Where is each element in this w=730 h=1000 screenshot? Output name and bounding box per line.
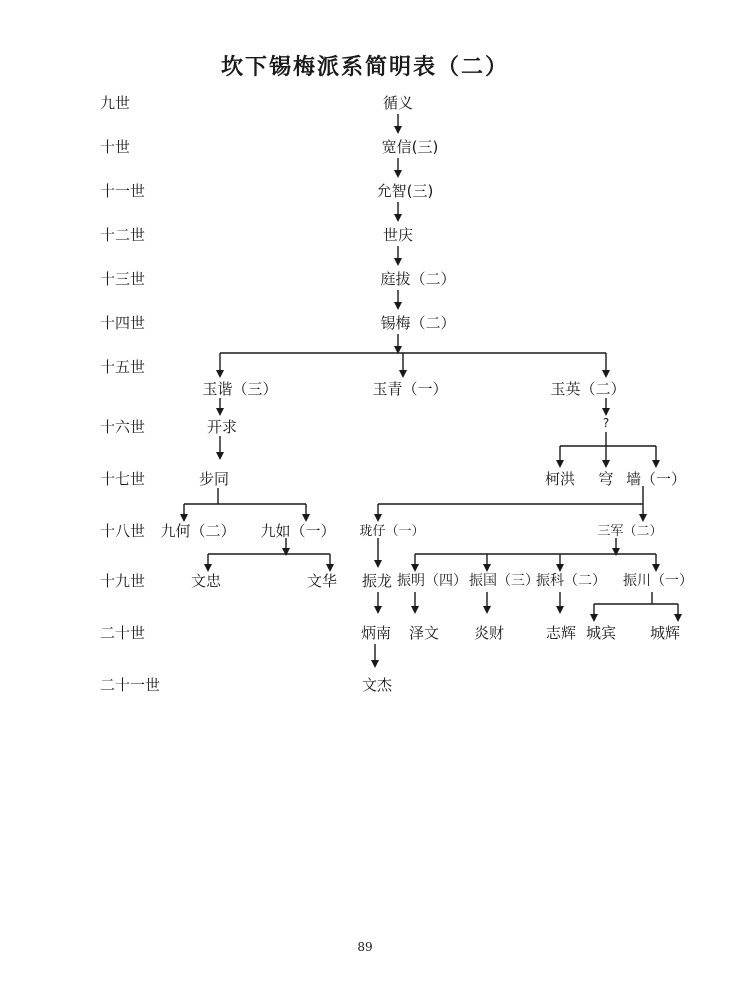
person-node: 城辉 <box>649 624 681 642</box>
generation-label: 二十世 <box>100 624 146 642</box>
person-node: 九何（二） <box>160 522 236 540</box>
person-node: 宽信(三) <box>381 138 439 156</box>
person-node: 泽文 <box>408 624 440 642</box>
generation-label: 十世 <box>100 138 131 156</box>
person-node: 志辉 <box>545 624 577 642</box>
generation-label: 十五世 <box>100 358 146 376</box>
generation-label: 九世 <box>100 94 131 112</box>
generation-label: 十八世 <box>100 522 146 540</box>
person-node: 锡梅（二） <box>380 314 456 332</box>
person-node: 柯洪 <box>544 470 576 488</box>
person-node: 珑仔（一） <box>359 524 425 539</box>
person-node: 城宾 <box>585 624 617 642</box>
page-title: 坎下锡梅派系简明表（二） <box>220 55 509 80</box>
generation-label: 十六世 <box>100 418 146 436</box>
person-node: 炳南 <box>360 624 392 642</box>
person-node: 振明（四） <box>397 573 467 589</box>
generation-label: 十九世 <box>100 572 146 590</box>
person-node: 玉谐（三） <box>202 380 278 398</box>
person-node: 庭拔（二） <box>380 270 456 288</box>
generation-label: 十四世 <box>100 314 146 332</box>
person-node: 玉英（二） <box>550 380 626 398</box>
generation-label: 十二世 <box>100 226 146 244</box>
person-node: 开求 <box>206 418 238 436</box>
person-node: 允智(三) <box>376 182 434 200</box>
person-node: 文华 <box>306 572 338 590</box>
person-node: 振川（一） <box>623 573 693 589</box>
page-number: 89 <box>357 940 373 954</box>
person-node: 振龙 <box>361 572 393 590</box>
person-node: 三军（二） <box>597 524 663 539</box>
person-node: 墙（一） <box>625 470 687 488</box>
generation-label: 十七世 <box>100 470 146 488</box>
person-node: 振科（二） <box>536 573 606 589</box>
person-node: 步同 <box>198 470 230 488</box>
person-node: 玉青（一） <box>372 380 448 398</box>
person-node: 九如（一） <box>260 522 336 540</box>
person-node: 文忠 <box>190 572 222 590</box>
generation-label: 十一世 <box>100 182 146 200</box>
person-node: 振国（三） <box>469 573 539 589</box>
person-node: ? <box>602 416 610 430</box>
person-node: 世庆 <box>382 226 414 244</box>
person-node: 文杰 <box>361 676 393 694</box>
generation-label: 二十一世 <box>100 676 161 694</box>
person-node: 循义 <box>382 94 414 112</box>
person-node: 炎财 <box>473 624 505 642</box>
person-node: 穹 <box>598 470 614 488</box>
generation-label: 十三世 <box>100 270 146 288</box>
